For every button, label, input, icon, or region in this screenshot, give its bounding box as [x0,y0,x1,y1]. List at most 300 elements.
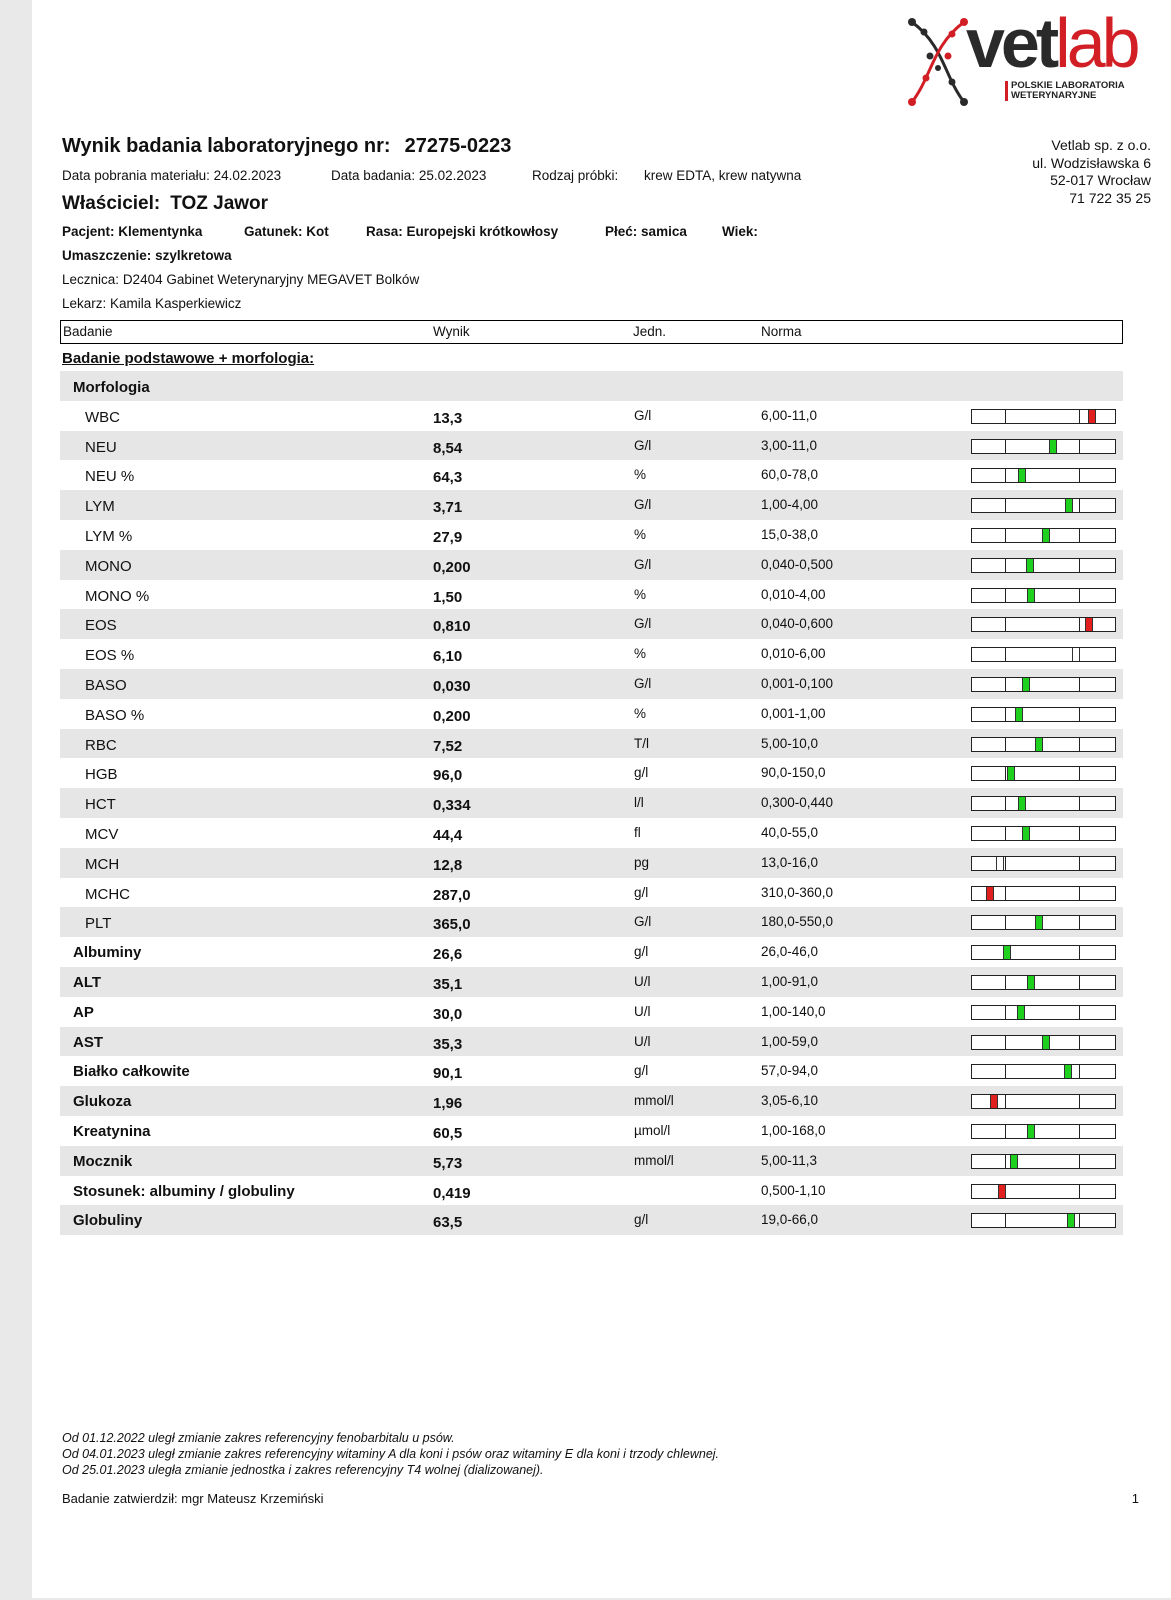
table-row [60,669,1123,699]
table-row [60,1146,1123,1176]
vetlab-logo [904,4,1144,110]
table-row [60,907,1123,937]
range-high-tick [1079,857,1080,870]
range-low-tick [1005,1065,1006,1078]
range-low-tick [1005,767,1006,780]
result-marker [1049,440,1057,453]
result-marker [1088,410,1096,423]
table-row [60,848,1123,878]
table-row [60,520,1123,550]
page-number: 1 [1131,1491,1139,1506]
col-header-test: Badanie [63,324,113,339]
range-high-tick [1079,797,1080,810]
sample-type-value: krew EDTA, krew natywna [644,168,802,183]
results-table-header [60,320,1123,344]
test-unit: g/l [634,884,649,900]
range-high-tick [1079,678,1080,691]
range-low-tick [1005,857,1006,870]
range-low-tick [1005,1036,1006,1049]
doctor-label: Lekarz: [62,296,107,311]
results-table [60,371,1123,1235]
table-row [60,431,1123,461]
result-marker [1015,708,1023,721]
reference-range-bar [971,766,1116,781]
table-row [60,788,1123,818]
logo-sub-line2: WETERYNARYJNE [1011,90,1097,101]
approved-by-label: Badanie zatwierdził: [62,1491,178,1506]
test-norm: 19,0-66,0 [761,1212,819,1228]
range-high-tick [1079,1095,1080,1108]
test-unit: g/l [634,944,649,960]
table-row [60,1205,1123,1235]
range-high-tick [1079,1036,1080,1049]
footer-note: Od 04.01.2023 uległ zmianie zakres referencyjny witaminy A dla koni i psów oraz witaminy E dla koni i trzody chlewnej. [62,1447,720,1461]
test-name: Kreatynina [73,1122,151,1140]
range-low-tick [1005,648,1006,661]
test-name: Albuminy [73,944,142,962]
patient-breed-label: Rasa: [366,224,403,239]
range-high-tick [1079,529,1080,542]
reference-range-bar [971,975,1116,990]
test-value: 0,200 [433,707,471,725]
table-row [60,878,1123,908]
test-date-value: 25.02.2023 [418,168,487,183]
test-unit: % [634,467,647,483]
test-unit: T/l [634,735,649,751]
test-norm: 3,00-11,0 [761,437,818,453]
doctor [62,296,241,311]
patient-sex [605,224,687,239]
result-marker [1042,1036,1050,1049]
result-marker [1010,1155,1018,1168]
reference-range-bar [971,1213,1116,1228]
result-marker [990,1095,998,1108]
reference-range-bar [971,617,1116,632]
reference-range-bar [971,1094,1116,1109]
test-value: 12,8 [433,856,463,874]
test-name: MCV [85,825,119,843]
test-name: HGB [85,766,118,784]
test-name: PLT [85,915,112,933]
logo-sub-line1: POLSKIE LABORATORIA [1011,80,1125,91]
result-marker [1018,469,1026,482]
test-norm: 13,0-16,0 [761,854,819,870]
reference-range-bar [971,856,1116,871]
company-name: Vetlab sp. z o.o. [1051,137,1151,153]
range-low-tick [1005,976,1006,989]
patient-name-label: Pacjent: [62,224,115,239]
test-name: Globuliny [73,1212,143,1230]
test-name: AP [73,1003,94,1021]
test-unit: g/l [634,765,649,781]
result-marker [986,887,994,900]
test-value: 0,030 [433,677,471,695]
test-name: Mocznik [73,1152,133,1170]
test-unit: G/l [634,675,652,691]
logo-word-lab: lab [1055,4,1137,82]
result-marker [1018,797,1026,810]
reference-range-bar [971,796,1116,811]
test-name: EOS % [85,647,135,665]
patient-coat [62,248,232,263]
range-high-tick [1079,827,1080,840]
table-row [60,1086,1123,1116]
table-row [60,729,1123,759]
range-high-tick [1079,1125,1080,1138]
test-unit: G/l [634,497,652,513]
test-value: 60,5 [433,1124,463,1142]
result-marker [1003,946,1011,959]
test-norm: 6,00-11,0 [761,407,818,423]
owner [62,193,268,215]
reference-range-bar [971,1184,1116,1199]
result-marker [1027,1125,1035,1138]
result-marker [1035,916,1043,929]
result-marker [1042,529,1050,542]
owner-label: Właściciel: [62,193,161,214]
dna-helix-icon [904,16,974,108]
test-name: EOS [85,617,117,635]
result-marker [1026,559,1034,572]
test-name: LYM [85,498,115,516]
table-row [60,460,1123,490]
reference-range-bar [971,588,1116,603]
result-marker [1072,648,1080,661]
table-row [60,550,1123,580]
test-norm: 0,500-1,10 [761,1182,826,1198]
patient-species-label: Gatunek: [244,224,303,239]
test-unit: g/l [634,1063,649,1079]
clinic [62,272,419,287]
footer-notes [62,1430,719,1478]
result-marker [998,1185,1006,1198]
range-high-tick [1079,410,1080,423]
test-value: 13,3 [433,409,463,427]
range-high-tick [1079,1214,1080,1227]
range-low-tick [1005,618,1006,631]
table-row [60,1056,1123,1086]
test-norm: 1,00-140,0 [761,1003,826,1019]
test-norm: 57,0-94,0 [761,1063,819,1079]
test-value: 30,0 [433,1005,463,1023]
range-high-tick [1079,559,1080,572]
test-name: Glukoza [73,1093,132,1111]
test-value: 0,200 [433,558,471,576]
range-high-tick [1079,1155,1080,1168]
result-marker [1035,738,1043,751]
company-address [1032,137,1151,207]
result-marker [1017,1006,1025,1019]
sample-date-value: 24.02.2023 [213,168,282,183]
reference-range-bar [971,886,1116,901]
test-value: 0,419 [433,1184,471,1202]
test-name: ALT [73,973,102,991]
test-norm: 0,040-0,500 [761,556,834,572]
range-high-tick [1079,1185,1080,1198]
test-name: Stosunek: albuminy / globuliny [73,1182,295,1200]
range-high-tick [1079,916,1080,929]
company-street: ul. Wodzisławska 6 [1032,154,1151,171]
range-high-tick [1079,738,1080,751]
range-low-tick [1005,1095,1006,1108]
test-value: 0,334 [433,797,471,815]
test-norm: 0,010-4,00 [761,586,826,602]
test-name: BASO % [85,706,145,724]
result-marker [1067,1214,1075,1227]
company-city: 52-017 Wrocław [1050,172,1151,188]
test-name: RBC [85,736,117,754]
result-marker [1022,678,1030,691]
range-high-tick [1079,708,1080,721]
owner-value: TOZ Jawor [170,193,269,214]
test-name: MONO % [85,587,150,605]
sample-date-label: Data pobrania materiału: [62,168,210,183]
reference-range-bar [971,558,1116,573]
reference-range-bar [971,1035,1116,1050]
table-row [60,699,1123,729]
test-date [331,168,486,183]
footer-note: Od 01.12.2022 uległ zmianie zakres referencyjny fenobarbitalu u psów. [62,1431,455,1445]
reference-range-bar [971,707,1116,722]
test-value: 1,96 [433,1095,463,1113]
test-norm: 60,0-78,0 [761,467,819,483]
patient-name [62,224,202,239]
test-unit: G/l [634,616,652,632]
test-unit: G/l [634,914,652,930]
result-marker [1065,499,1073,512]
table-row [60,609,1123,639]
test-name: MONO [85,557,132,575]
range-low-tick [1005,499,1006,512]
test-name: WBC [85,408,120,426]
reference-range-bar [971,1005,1116,1020]
range-low-tick [1005,1125,1006,1138]
range-low-tick [1005,440,1006,453]
reference-range-bar [971,439,1116,454]
test-norm: 3,05-6,10 [761,1093,819,1109]
test-norm: 26,0-46,0 [761,944,819,960]
test-norm: 180,0-550,0 [761,914,834,930]
range-high-tick [1079,1006,1080,1019]
range-high-tick [1079,440,1080,453]
test-value: 35,1 [433,975,463,993]
range-high-tick [1079,589,1080,602]
test-value: 27,9 [433,528,463,546]
table-row [60,1027,1123,1057]
test-unit: µmol/l [634,1122,671,1138]
table-row [60,490,1123,520]
range-high-tick [1079,618,1080,631]
range-low-tick [1005,1155,1006,1168]
clinic-label: Lecznica: [62,272,120,287]
range-low-tick [1005,916,1006,929]
group-header-row [60,371,1123,401]
logo-subtitle [1005,81,1125,101]
group-header-morfologia: Morfologia [73,379,150,396]
patient-breed [366,224,558,239]
reference-range-bar [971,1154,1116,1169]
test-norm: 0,001-0,100 [761,675,834,691]
table-row [60,997,1123,1027]
company-phone: 71 722 35 25 [1069,189,1151,206]
approved-by [62,1491,324,1506]
table-row [60,401,1123,431]
patient-coat-value: szylkretowa [155,248,232,263]
patient-name-value: Klementynka [118,224,203,239]
range-low-tick [1005,827,1006,840]
table-row [60,967,1123,997]
table-row [60,758,1123,788]
range-low-tick [1005,887,1006,900]
test-value: 7,52 [433,737,463,755]
test-norm: 0,300-0,440 [761,795,834,811]
range-low-tick [1005,738,1006,751]
range-low-tick [1005,559,1006,572]
reference-range-bar [971,945,1116,960]
test-norm: 40,0-55,0 [761,824,819,840]
section-title: Badanie podstawowe + morfologia: [62,350,315,367]
report-title-label: Wynik badania laboratoryjnego nr: [62,135,391,157]
result-marker [1027,589,1035,602]
range-low-tick [1005,708,1006,721]
test-unit: G/l [634,407,652,423]
test-unit: mmol/l [634,1152,674,1168]
reference-range-bar [971,647,1116,662]
test-value: 1,50 [433,588,463,606]
test-name: Białko całkowite [73,1063,190,1081]
patient-age-label: Wiek: [722,224,758,239]
test-unit: % [634,586,647,602]
test-norm: 5,00-10,0 [761,735,819,751]
test-norm: 5,00-11,3 [761,1152,818,1168]
reference-range-bar [971,826,1116,841]
range-high-tick [1079,469,1080,482]
test-unit: % [634,646,647,662]
test-unit: mmol/l [634,1093,674,1109]
test-norm: 0,040-0,600 [761,616,834,632]
test-name: NEU [85,438,117,456]
clinic-value: D2404 Gabinet Weterynaryjny MEGAVET Bolków [122,272,420,287]
patient-species-value: Kot [306,224,329,239]
test-date-label: Data badania: [331,168,416,183]
test-value: 35,3 [433,1035,463,1053]
table-row [60,580,1123,610]
result-marker [1085,618,1093,631]
report-title [62,135,511,158]
test-unit: fl [634,824,641,840]
table-row [60,1176,1123,1206]
test-name: LYM % [85,527,133,545]
col-header-result: Wynik [433,324,470,339]
range-low-tick [1005,589,1006,602]
test-norm: 0,001-1,00 [761,705,826,721]
test-value: 44,4 [433,826,463,844]
test-value: 64,3 [433,469,463,487]
test-unit: l/l [634,795,644,811]
test-name: MCHC [85,885,130,903]
test-value: 6,10 [433,648,463,666]
range-low-tick [1005,410,1006,423]
test-unit: G/l [634,437,652,453]
result-marker [996,857,1004,870]
test-value: 287,0 [433,886,471,904]
patient-sex-label: Płeć: [605,224,638,239]
table-row [60,937,1123,967]
range-low-tick [1005,1214,1006,1227]
range-low-tick [1005,678,1006,691]
sample-type-label: Rodzaj próbki: [532,168,619,183]
reference-range-bar [971,737,1116,752]
test-value: 26,6 [433,946,463,964]
result-marker [1027,976,1035,989]
reference-range-bar [971,528,1116,543]
test-unit: pg [634,854,650,870]
test-norm: 1,00-168,0 [761,1122,826,1138]
range-low-tick [1005,469,1006,482]
test-value: 8,54 [433,439,463,457]
doctor-value: Kamila Kasperkiewicz [110,296,242,311]
test-unit: g/l [634,1212,649,1228]
approved-by-value: mgr Mateusz Krzemiński [181,1491,324,1506]
test-unit: U/l [634,973,651,989]
patient-coat-label: Umaszczenie: [62,248,152,263]
col-header-norm: Norma [761,324,802,339]
patient-sex-value: samica [641,224,687,239]
footer-note: Od 25.01.2023 uległa zmianie jednostka i zakres referencyjny T4 wolnej (dializowanej). [62,1463,544,1477]
logo-word-vet: vet [966,4,1056,82]
test-unit: % [634,705,647,721]
test-value: 90,1 [433,1065,463,1083]
reference-range-bar [971,677,1116,692]
test-norm: 15,0-38,0 [761,526,819,542]
test-value: 96,0 [433,767,463,785]
test-value: 63,5 [433,1214,463,1232]
test-name: NEU % [85,468,135,486]
reference-range-bar [971,409,1116,424]
test-norm: 310,0-360,0 [761,884,834,900]
table-row [60,818,1123,848]
report-page [32,0,1171,1598]
range-high-tick [1079,767,1080,780]
test-norm: 1,00-59,0 [761,1033,819,1049]
range-high-tick [1079,1065,1080,1078]
reference-range-bar [971,915,1116,930]
test-name: BASO [85,676,127,694]
test-norm: 1,00-91,0 [761,973,819,989]
test-unit: U/l [634,1003,651,1019]
result-marker [1022,827,1030,840]
report-number: 27275-0223 [404,135,512,157]
reference-range-bar [971,468,1116,483]
range-high-tick [1079,887,1080,900]
test-value: 365,0 [433,916,471,934]
test-unit: % [634,526,647,542]
result-marker [1064,1065,1072,1078]
test-norm: 0,010-6,00 [761,646,826,662]
test-unit: U/l [634,1033,651,1049]
col-header-unit: Jedn. [633,324,667,339]
range-low-tick [1005,797,1006,810]
test-value: 0,810 [433,618,471,636]
test-name: AST [73,1033,103,1051]
test-value: 5,73 [433,1154,463,1172]
reference-range-bar [971,1124,1116,1139]
sample-date [62,168,281,183]
reference-range-bar [971,1064,1116,1079]
range-low-tick [1005,1006,1006,1019]
test-value: 3,71 [433,499,463,517]
range-high-tick [1079,976,1080,989]
